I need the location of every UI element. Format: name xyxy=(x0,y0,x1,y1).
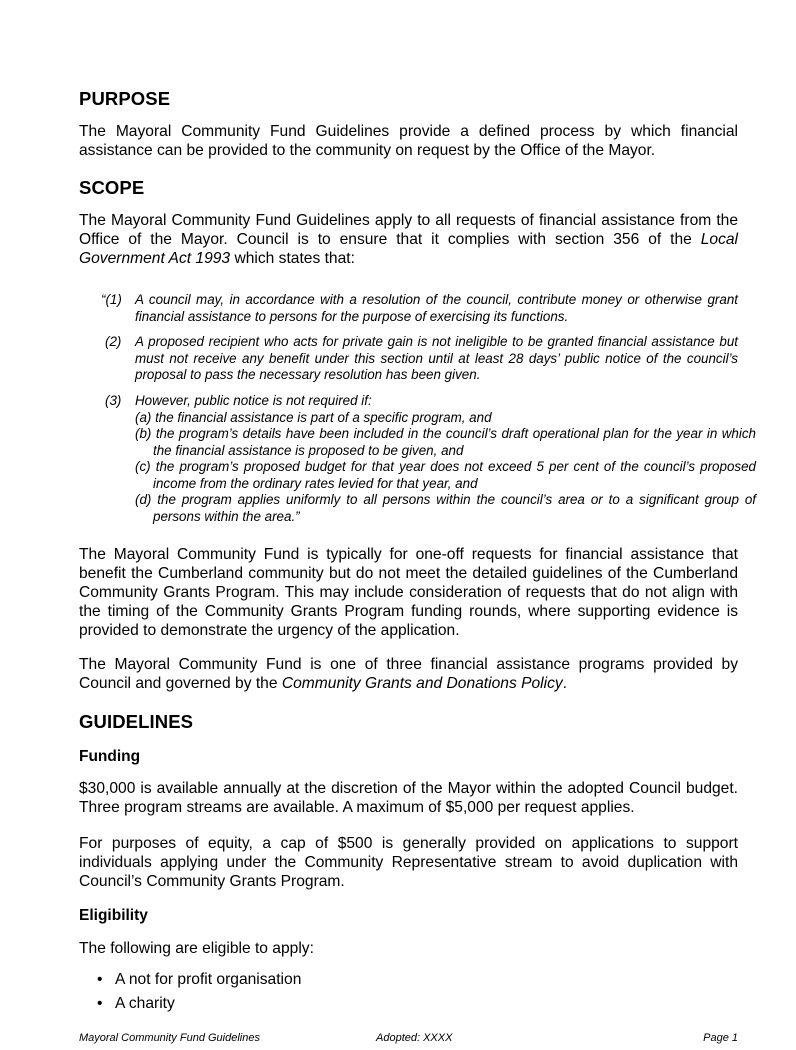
scope-heading: SCOPE xyxy=(79,177,145,198)
footer-adopted: Adopted: XXXX xyxy=(376,1032,453,1044)
scope-intro xyxy=(79,211,738,268)
quote-subitem-d: (d) the program applies uniformly to all persons within the council’s area or to a significant group of persons within the area.” xyxy=(135,492,756,524)
funding-paragraph-1: $30,000 is available annually at the discretion of the Mayor within the adopted Council budget. Three program streams are available. A maximum of $5,000 per request applies. xyxy=(79,780,738,816)
quote-item-number: (3) xyxy=(105,393,122,408)
bullet-icon: • xyxy=(97,995,103,1012)
policy-title: Community Grants and Donations Policy xyxy=(281,675,563,692)
purpose-heading: PURPOSE xyxy=(79,88,171,109)
scope-paragraph-3-tail: . xyxy=(562,675,568,692)
funding-heading: Funding xyxy=(79,748,141,765)
bullet-icon: • xyxy=(97,971,103,988)
quote-subitem-c: (c) the program’s proposed budget for that year does not exceed 5 per cent of the council’s proposed income from the ordinary rates levied for that year, and xyxy=(135,459,756,491)
funding-paragraph-2: For purposes of equity, a cap of $500 is generally provided on applications to support individuals applying under the Community Representative stream to avoid duplication with Council’s Community Grants Program. xyxy=(79,835,738,890)
list-item-text: A not for profit organisation xyxy=(115,971,302,988)
scope-paragraph-3-text: The Mayoral Community Fund is one of three financial assistance programs provided by Council and governed by the xyxy=(79,656,738,692)
purpose-text: The Mayoral Community Fund Guidelines provide a defined process by which financial assistance can be provided to the community on request by the Office of the Mayor. xyxy=(79,123,738,159)
list-item xyxy=(97,968,301,992)
scope-paragraph-3 xyxy=(79,655,738,693)
guidelines-heading: GUIDELINES xyxy=(79,711,194,732)
quote-item-text: However, public notice is not required if: xyxy=(135,393,372,408)
quote-item-text: A proposed recipient who acts for private gain is not ineligible to be granted financial assistance but must not receive any benefit under this section until at least 28 days’ public notice of the council’s proposal to pass the necessary resolution has been given. xyxy=(135,334,738,382)
list-item-text: A charity xyxy=(115,995,175,1012)
list-item xyxy=(97,992,301,1016)
quote-subitem-a: (a) the financial assistance is part of a specific program, and xyxy=(135,409,492,425)
footer-page-number: Page 1 xyxy=(703,1032,738,1044)
footer-document-title: Mayoral Community Fund Guidelines xyxy=(79,1032,260,1044)
quote-item-number: “(1) xyxy=(101,292,122,307)
eligibility-list xyxy=(97,968,301,1016)
quote-item-text: A council may, in accordance with a resolution of the council, contribute money or otherwise grant financial assistance to persons for the purpose of exercising its functions. xyxy=(135,292,738,324)
eligibility-intro: The following are eligible to apply: xyxy=(79,940,314,957)
quote-subitem-b: (b) the program’s details have been included in the council’s draft operational plan for the year in which the financial assistance is proposed to be given, and xyxy=(135,426,756,458)
eligibility-heading: Eligibility xyxy=(79,907,148,924)
act-title: Local Government Act 1993 xyxy=(79,231,738,267)
scope-paragraph-2: The Mayoral Community Fund is typically for one-off requests for financial assistance that benefit the Cumberland community but do not meet the detailed guidelines of the Cumberland Community Grants Program. This may include consideration of requests that do not align with the timing of the Community Grants Program funding rounds, where supporting evidence is provided to demonstrate the urgency of the application. xyxy=(79,546,738,639)
scope-intro-tail: which states that: xyxy=(230,250,355,267)
quote-item-number: (2) xyxy=(105,334,122,349)
scope-intro-text: The Mayoral Community Fund Guidelines apply to all requests of financial assistance from the Office of the Mayor. Council is to ensure that it complies with section 356 of the xyxy=(79,212,738,248)
